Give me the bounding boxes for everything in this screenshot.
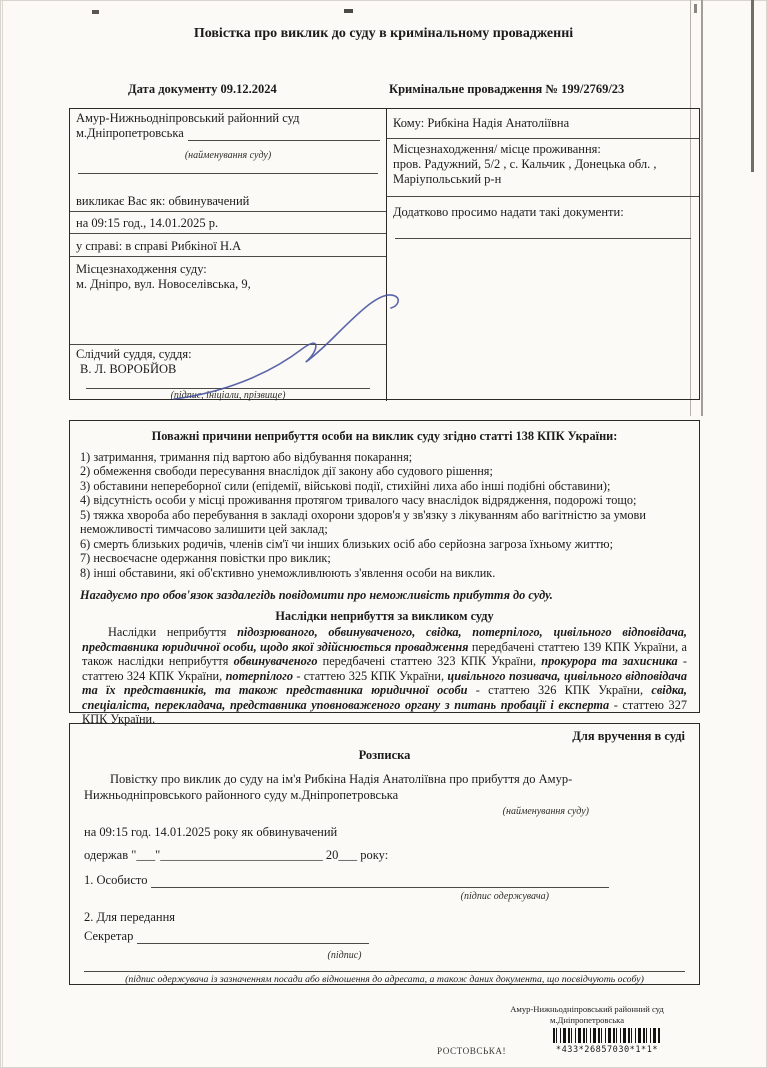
- receipt-transfer-line: 2. Для передання: [84, 909, 176, 924]
- court-name-line2: м.Дніпропетровська: [76, 126, 184, 140]
- reason-item: 1) затримання, тримання під вартою або відбування покарання;: [80, 449, 413, 464]
- barcode: [553, 1028, 661, 1043]
- address-line2: Маріупольський р-н: [393, 171, 502, 186]
- scan-speck: [344, 9, 353, 13]
- case-number: Кримінальне провадження № 199/2769/23: [389, 82, 625, 96]
- signature-line: [86, 387, 370, 389]
- scan-speck: [92, 10, 99, 14]
- summons-table: [69, 108, 700, 400]
- document-title: Повістка про виклик до суду в кримінальному провадженні: [193, 26, 574, 41]
- write-in-line: [395, 226, 691, 239]
- court-name-line2-row: [76, 126, 380, 141]
- consequences-heading: Наслідки неприбуття за викликом суду: [275, 608, 494, 623]
- court-name-block: [70, 109, 386, 189]
- receipt-received-line: одержав "___"__________________________ 20___ року:: [84, 847, 389, 862]
- summoned-as-line: викликає Вас як: обвинувачений: [70, 189, 386, 212]
- valid-reasons-section: [69, 420, 700, 726]
- reason-item: 6) смерть близьких родичів, членів сім'ї чи інших близьких осіб або серйозна загроза їхньому життю;: [80, 536, 613, 551]
- valid-reasons-heading: Поважні причини неприбуття особи на виклик суду згідно статті 138 КПК України:: [151, 429, 618, 443]
- address-line1: пров. Радужний, 5/2 , с. Кальчик , Донецька обл. ,: [393, 156, 657, 171]
- barcode-text: *433*26857030*1*1*: [555, 1045, 659, 1055]
- recipient-signature-caption: (підпис одержувача): [460, 890, 549, 902]
- write-in-line: [137, 929, 369, 944]
- receipt-section: [69, 723, 700, 985]
- reason-item: 2) обмеження свободи пересування внаслідок дії закону або судового рішення;: [80, 464, 493, 478]
- address-label: Місцезнаходження/ місце проживання:: [393, 142, 601, 156]
- receipt-heading: Розписка: [358, 748, 411, 762]
- receipt-personally-row: [84, 873, 609, 888]
- judge-label: Слідчий суддя, суддя:: [76, 347, 192, 361]
- consequences-paragraph: Наслідки неприбуття підозрюваного, обвинуваченого, свідка, потерпілого, цивільного відповідача, представника юридичної особи, щодо якої здійснюється провадження передбачені статтею 139 КПК України, а також наслідки неприбуття обвинуваченого передбачені статтею 323 КПК України, прокурора та захисника - статтею 324 КПК України, потерпілого - статтею 325 КПК України, цивільного позивача, цивільного відповідача та їх представників, та також представника юридичної особи - статтею 326 КПК України, свідка, спеціаліста, перекладача, представника уповноваженого органу з питань пробації і експерта - статтею 327 КПК України.: [82, 625, 687, 726]
- scan-artifact-edge: [2, 0, 3, 1068]
- footer-court-block: [462, 1004, 712, 1026]
- reason-item: 3) обставини непереборної сили (епідемії, військові події, стихійні лиха або інші подібні обставини);: [80, 478, 611, 493]
- receipt-body: Повістку про виклик до суду на ім'я Рибкіна Надія Анатоліївна про прибуття до Амур- Нижньодніпровського районного суду м.Дніпропетровська: [84, 772, 573, 803]
- reason-item: 5) тяжка хвороба або перебування в закладі охорони здоров'я у зв'язку з лікуванням або вагітністю за умови неможливості тимчасово залишити цей заклад;: [80, 507, 646, 536]
- scan-artifact-line: [701, 0, 703, 416]
- personally-label: 1. Особисто: [84, 872, 148, 887]
- receipt-footer-caption: (підпис одержувача із зазначенням посади або відношення до адресата, а також даних документа, що посвідчують особу): [84, 971, 685, 985]
- court-location-label: Місцезнаходження суду:: [76, 262, 207, 276]
- court-location-value: м. Дніпро, вул. Новоселівська, 9,: [76, 277, 251, 291]
- secretary-label: Секретар: [84, 928, 134, 943]
- advance-notice-reminder: Нагадуємо про обов'язок заздалегідь повідомити про неможливість прибуття до суду.: [80, 588, 553, 602]
- for-court-delivery-label: Для вручення в суді: [572, 729, 685, 743]
- footer-court-line1: Амур-Нижньодніпровський районний суд: [510, 1004, 664, 1014]
- court-name-caption: (найменування суду): [184, 150, 272, 161]
- reason-item: 8) інші обставини, які об'єктивно унеможливлюють з'явлення особи на виклик.: [80, 565, 496, 580]
- documents-label: Додатково просимо надати такі документи:: [393, 205, 624, 219]
- receipt-secretary-row: [84, 929, 369, 944]
- document-date: Дата документу 09.12.2024: [128, 82, 277, 96]
- case-reference-line: у справі: в справі Рибкіної Н.А: [70, 234, 386, 257]
- write-in-line: [151, 873, 609, 888]
- summons-right-column: [386, 109, 699, 401]
- signature-caption: (підпис): [327, 949, 362, 961]
- scan-speck: [694, 4, 697, 13]
- footer-court-line2: м.Дніпропетровська: [549, 1015, 625, 1026]
- court-location-block: [70, 257, 386, 345]
- summons-left-column: [70, 109, 386, 401]
- receipt-time-line: на 09:15 год. 14.01.2025 року як обвинувачений: [84, 824, 338, 839]
- street-stamp-text: РОСТОВСЬКА!: [437, 1046, 507, 1056]
- judge-caption: (підпис, ініціали, прізвище): [170, 390, 286, 401]
- hearing-datetime-line: на 09:15 год., 14.01.2025 р.: [70, 212, 386, 234]
- reason-item: 4) відсутність особи у місці проживання протягом тривалого часу внаслідок відрядження, подорожі тощо;: [80, 493, 637, 507]
- judge-block: [70, 345, 386, 401]
- court-name-line1: Амур-Нижньодніпровський районний суд: [76, 111, 300, 125]
- receipt-court-caption: (найменування суду): [502, 805, 589, 817]
- additional-documents-block: [387, 197, 699, 401]
- write-in-line: [188, 127, 380, 141]
- reason-item: 7) несвоєчасне одержання повістки про виклик;: [80, 551, 331, 565]
- addressee-address-block: [387, 139, 699, 197]
- write-in-line: [78, 161, 378, 174]
- addressee-line: Кому: Рибкіна Надія Анатоліївна: [387, 109, 699, 139]
- judge-name: В. Л. ВОРОБЙОВ: [80, 362, 177, 376]
